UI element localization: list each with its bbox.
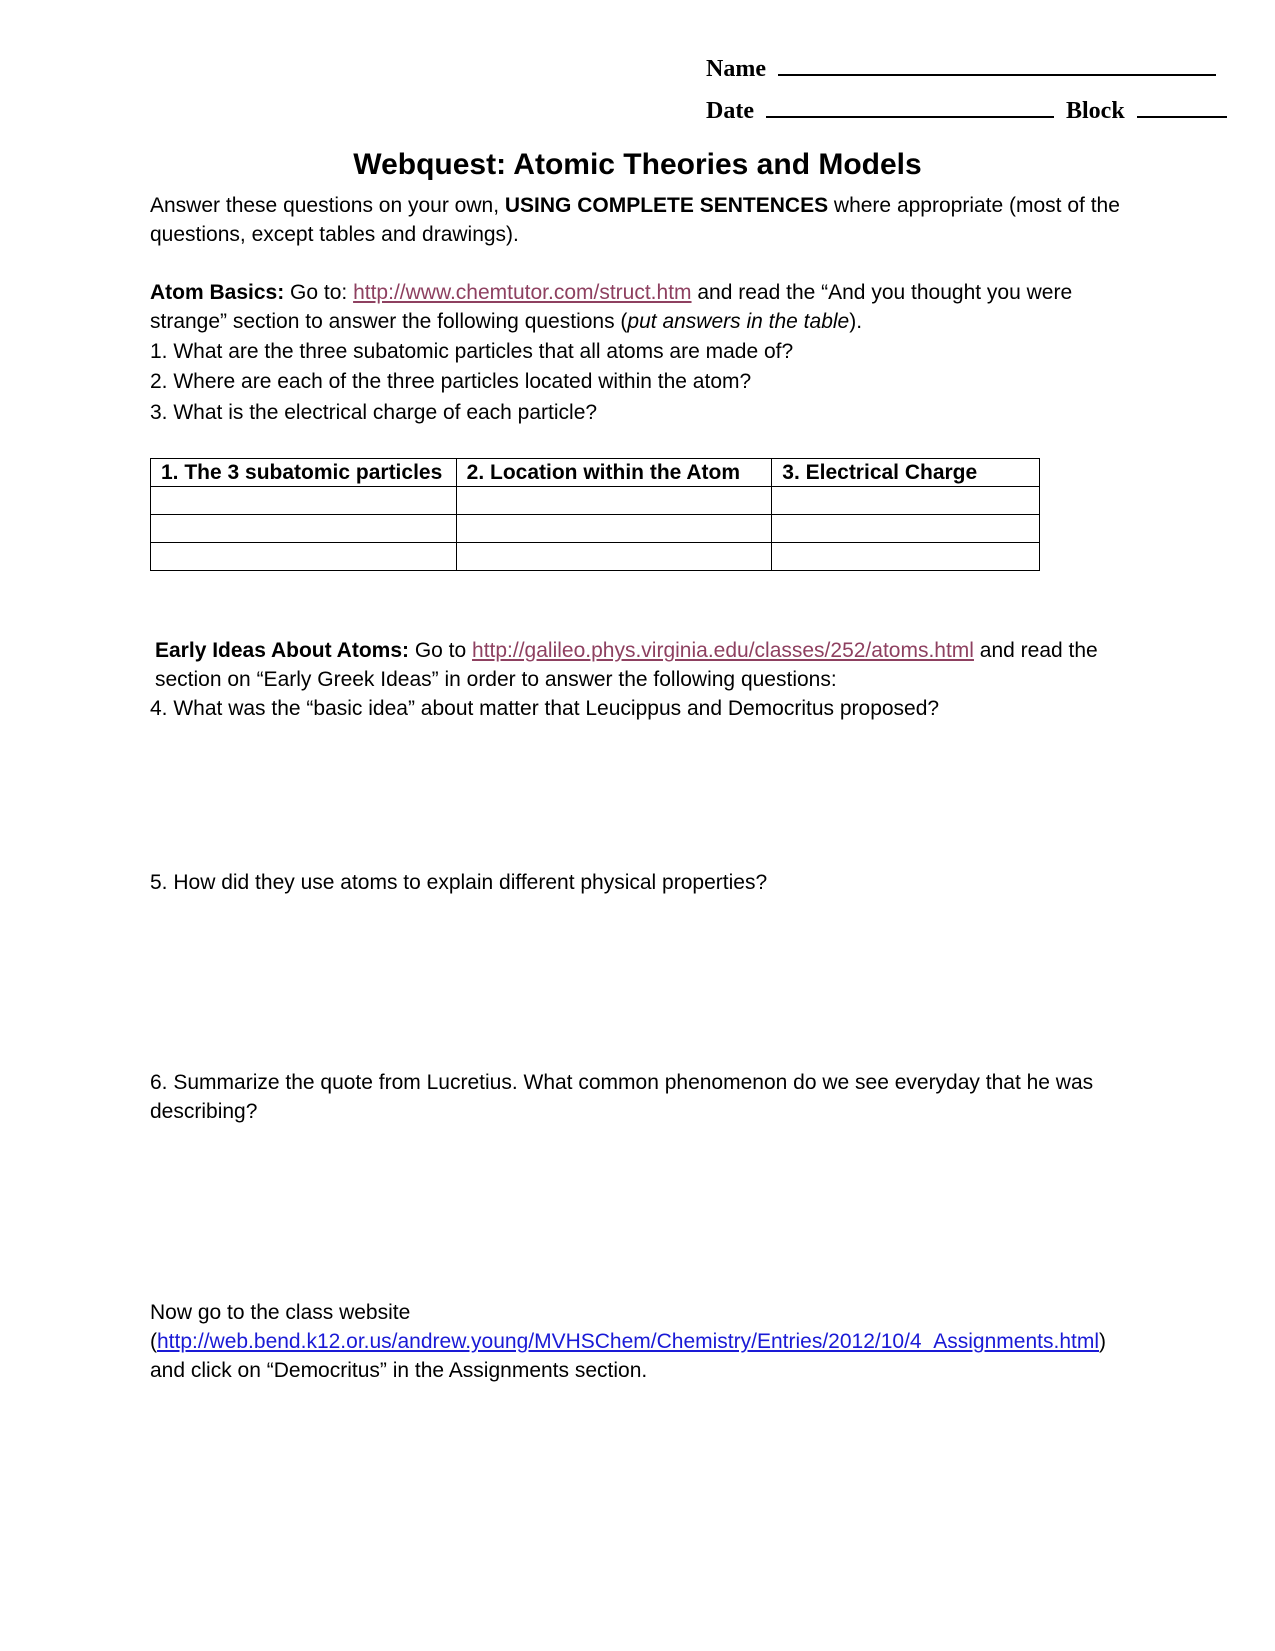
class-website-text: ) and click on “Democritus” in the Assignments section. — [150, 1330, 1106, 1382]
galileo-link[interactable]: http://galileo.phys.virginia.edu/classes/252/atoms.html — [472, 639, 974, 662]
early-ideas-heading: Early Ideas About Atoms: — [155, 639, 409, 662]
table-header-particles: 1. The 3 subatomic particles — [151, 459, 457, 487]
page-title: Webquest: Atomic Theories and Models — [353, 148, 922, 181]
table-cell[interactable] — [151, 515, 457, 543]
class-website-link[interactable]: http://web.bend.k12.or.us/andrew.young/MVHSChem/Chemistry/Entries/2012/10/4_Assignments.html — [157, 1330, 1099, 1353]
block-blank[interactable] — [1137, 96, 1227, 118]
table-cell[interactable] — [772, 487, 1040, 515]
table-cell[interactable] — [151, 543, 457, 571]
atom-basics-italic: put answers in the table — [627, 310, 850, 333]
table-cell[interactable] — [151, 487, 457, 515]
date-label: Date — [706, 98, 754, 124]
question-4: 4. What was the “basic idea” about matter that Leucippus and Democritus proposed? — [150, 697, 940, 720]
particles-table — [150, 458, 1040, 571]
early-ideas-goto: Go to — [409, 639, 473, 662]
table-header-location: 2. Location within the Atom — [456, 459, 772, 487]
table-row — [151, 543, 1040, 571]
atom-basics-paragraph — [150, 278, 1150, 336]
class-website-line: Now go to the class website — [150, 1301, 411, 1324]
date-blank[interactable] — [766, 96, 1054, 118]
table-cell[interactable] — [456, 515, 772, 543]
intro-emphasis: USING COMPLETE SENTENCES — [504, 194, 829, 217]
table-row — [151, 487, 1040, 515]
table-header-charge: 3. Electrical Charge — [772, 459, 1040, 487]
atom-basics-heading: Atom Basics: — [150, 281, 285, 304]
early-ideas-paragraph — [155, 636, 1155, 694]
early-ideas-text: and read the section on “Early Greek Ideas” in order to answer the following questions: — [155, 639, 1098, 691]
chemtutor-link[interactable]: http://www.chemtutor.com/struct.htm — [353, 281, 692, 304]
question-2: 2. Where are each of the three particles located within the atom? — [150, 370, 752, 393]
intro-text: Answer these questions on your own, — [150, 194, 505, 217]
atom-basics-text: and read the “And you thought you were strange” section to answer the following questions ( — [150, 281, 1073, 333]
question-6: 6. Summarize the quote from Lucretius. What common phenomenon do we see everyday that he was describing? — [150, 1071, 1094, 1123]
atom-basics-goto: Go to: — [284, 281, 354, 304]
open-paren: ( — [150, 1330, 157, 1353]
table-cell[interactable] — [772, 515, 1040, 543]
question-3: 3. What is the electrical charge of each particle? — [150, 401, 598, 424]
table-header-row — [151, 459, 1040, 487]
date-block-line — [706, 96, 1227, 125]
table-cell[interactable] — [456, 543, 772, 571]
atom-basics-text-end: ). — [849, 310, 863, 333]
name-label: Name — [706, 56, 766, 82]
intro-paragraph — [150, 191, 1150, 249]
table-row — [151, 515, 1040, 543]
table-cell[interactable] — [456, 487, 772, 515]
block-label: Block — [1065, 98, 1125, 124]
name-blank[interactable] — [778, 54, 1216, 76]
name-line — [706, 54, 1216, 83]
intro-text-end: where appropriate (most of the questions, except tables and drawings). — [150, 194, 1120, 246]
class-website-paragraph — [150, 1327, 1130, 1385]
table-cell[interactable] — [772, 543, 1040, 571]
question-5: 5. How did they use atoms to explain different physical properties? — [150, 871, 768, 894]
question-1: 1. What are the three subatomic particles that all atoms are made of? — [150, 340, 794, 363]
